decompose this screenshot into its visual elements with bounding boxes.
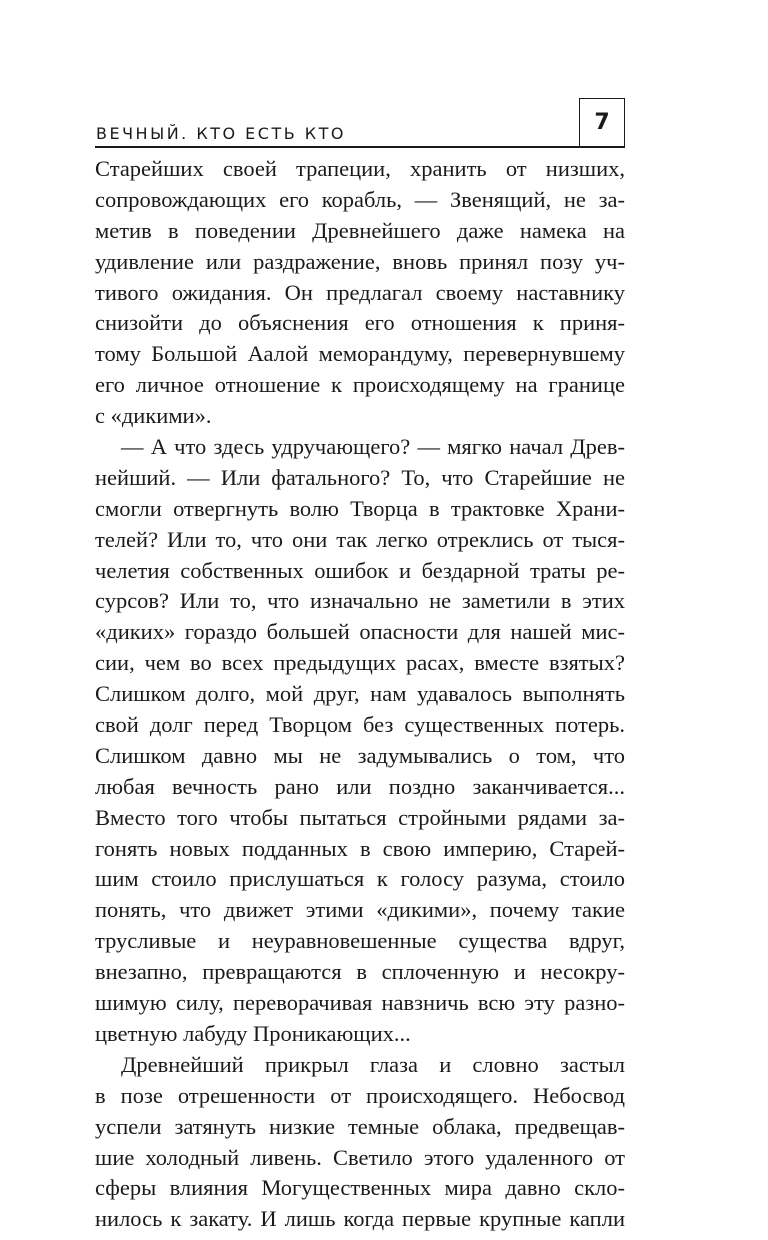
text-line: его личное отношение к происходящему на границе — [95, 372, 625, 398]
text-line: «диких» гораздо большей опасности для нашей мис- — [95, 619, 625, 645]
text-line: любая вечность рано или поздно заканчивается... — [95, 773, 625, 799]
header-rule — [95, 146, 625, 148]
running-title: ВЕЧНЫЙ. КТО ЕСТЬ КТО — [96, 124, 346, 143]
body-text — [95, 154, 625, 1235]
text-line: цветную лабуду Проникающих... — [95, 1020, 411, 1046]
page-number: 7 — [579, 98, 625, 147]
text-line: свой долг перед Творцом без существенных потерь. — [95, 712, 625, 738]
text-line: сопровождающих его корабль, — Звенящий, не за- — [95, 186, 625, 212]
text-line: шимую силу, переворачивая навзничь всю эту разно- — [95, 990, 625, 1016]
text-line: шие холодный ливень. Светило этого удаленного от — [95, 1144, 625, 1170]
text-line: челетия собственных ошибок и бездарной траты ре- — [95, 557, 625, 583]
text-line: смогли отвергнуть волю Творца в трактовке Храни- — [95, 495, 625, 521]
text-line: гонять новых подданных в свою империю, Старей- — [95, 835, 625, 861]
text-line: успели затянуть низкие темные облака, предвещав- — [95, 1113, 625, 1139]
text-line: снизойти до объяснения его отношения к приня- — [95, 310, 625, 336]
text-line: сферы влияния Могущественных мира давно скло- — [95, 1175, 625, 1201]
text-line: Вместо того чтобы пытаться стройными рядами за- — [95, 804, 625, 830]
text-line: в позе отрешенности от происходящего. Небосвод — [95, 1082, 625, 1108]
text-line: телей? Или то, что они так легко отреклись от тыся- — [95, 526, 625, 552]
text-line: тому Большой Аалой меморандуму, перевернувшему — [95, 341, 625, 367]
text-line: понять, что движет этими «дикими», почему такие — [95, 897, 625, 923]
text-line: шим стоило прислушаться к голосу разума, стоило — [95, 866, 625, 892]
text-line: Слишком долго, мой друг, нам удавалось выполнять — [95, 681, 625, 707]
text-line: трусливые и неуравновешенные существа вдруг, — [95, 928, 625, 954]
text-line: Старейших своей трапеции, хранить от низших, — [95, 156, 625, 181]
text-line: удивление или раздражение, вновь принял позу уч- — [95, 248, 625, 274]
text-line: сурсов? Или то, что изначально не заметили в этих — [95, 588, 625, 614]
text-line: — А что здесь удручающего? — мягко начал Древ- — [121, 434, 625, 460]
text-line: с «дикими». — [95, 403, 212, 429]
text-line: нейший. — Или фатального? То, что Старейшие не — [95, 464, 625, 490]
text-line: сии, чем во всех предыдущих расах, вместе взятых? — [95, 650, 625, 676]
text-line: тивого ожидания. Он предлагал своему наставнику — [95, 279, 625, 305]
text-line: метив в поведении Древнейшего даже намека на — [95, 217, 625, 243]
text-line: внезапно, превращаются в сплоченную и несокру- — [95, 959, 625, 985]
text-line: Древнейший прикрыл глаза и словно застыл — [121, 1051, 625, 1077]
text-line: Слишком давно мы не задумывались о том, что — [95, 742, 625, 768]
text-line: нилось к закату. И лишь когда первые крупные капли — [95, 1206, 625, 1232]
